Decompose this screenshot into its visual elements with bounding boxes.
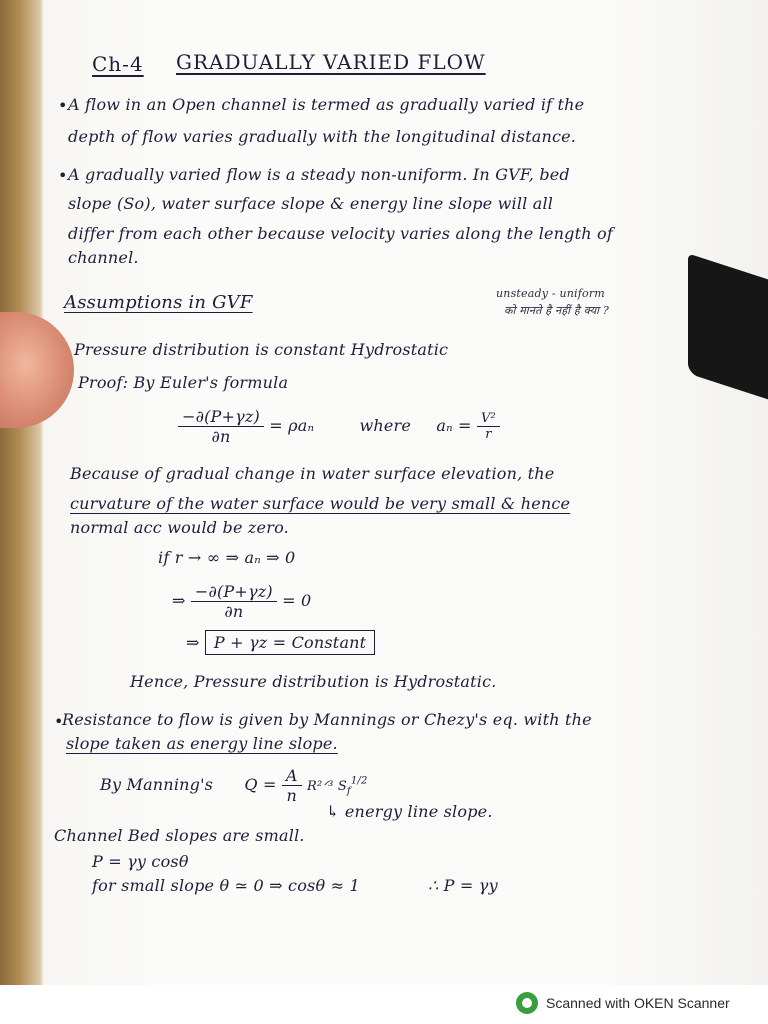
side-note-line-1: unsteady - uniform xyxy=(496,287,605,300)
thumb-shadow xyxy=(0,312,74,428)
because-line-2: curvature of the water surface would be very small & hence xyxy=(70,494,571,513)
scanner-badge xyxy=(516,992,730,1014)
small-slope-line: for small slope θ ≃ 0 ⇒ cosθ ≈ 1 xyxy=(92,876,360,895)
gvf-line-2: slope (So), water surface slope & energy line slope will all xyxy=(68,194,554,213)
proof-label: Proof: By Euler's formula xyxy=(78,373,289,392)
hence-line: Hence, Pressure distribution is Hydrostatic. xyxy=(130,672,497,691)
gvf-line-4: channel. xyxy=(68,248,139,267)
an-label: aₙ = xyxy=(436,416,472,435)
euler-equation xyxy=(178,407,500,446)
side-note-line-2: को मानते है नहीं है क्या ? xyxy=(504,304,609,317)
scanner-label: Scanned with OKEN Scanner xyxy=(546,995,730,1011)
dark-corner-object xyxy=(688,253,768,402)
page-binding-edge xyxy=(0,0,44,985)
an-numerator: V² xyxy=(477,411,500,427)
chapter-number: Ch-4 xyxy=(92,52,144,76)
resistance-line-2: slope taken as energy line slope. xyxy=(66,734,338,753)
manning-sf-sub: f xyxy=(346,786,351,798)
boxed-equation: P + γz = Constant xyxy=(205,630,375,655)
manning-sf-sup: 1/2 xyxy=(350,775,368,787)
euler-rhs: = ρaₙ xyxy=(269,416,315,435)
assumptions-heading: Assumptions in GVF xyxy=(64,292,253,313)
boxed-equation-row xyxy=(186,633,375,652)
euler-numerator: −∂(P+γz) xyxy=(178,407,264,427)
euler-fraction xyxy=(178,407,264,446)
manning-fraction xyxy=(282,766,302,805)
manning-label: By Manning's xyxy=(100,775,214,794)
derivative-equation xyxy=(172,582,311,621)
therefore-line: ∴ P = γy xyxy=(428,876,498,895)
pressure-equation: P = γy cosθ xyxy=(92,852,189,871)
an-denominator: r xyxy=(485,427,492,442)
chapter-title: GRADUALLY VARIED FLOW xyxy=(176,50,486,74)
derivative-rhs: = 0 xyxy=(282,591,312,610)
gvf-line-3: differ from each other because velocity varies along the length of xyxy=(68,224,613,243)
derivative-denominator: ∂n xyxy=(224,602,244,621)
derivative-arrow: ⇒ xyxy=(172,591,186,610)
manning-n: n xyxy=(286,786,298,805)
intro-line-2: depth of flow varies gradually with the longitudinal distance. xyxy=(68,127,577,146)
bullet-2: • xyxy=(58,166,68,185)
because-line-3: normal acc would be zero. xyxy=(70,518,289,537)
manning-equation xyxy=(100,766,368,805)
energy-note: ↳ energy line slope. xyxy=(326,802,493,821)
manning-area: A xyxy=(282,766,302,786)
an-fraction xyxy=(477,411,500,442)
boxed-arrow: ⇒ xyxy=(186,633,200,652)
resistance-line-1: Resistance to flow is given by Mannings or Chezy's eq. with the xyxy=(62,710,592,729)
if-line: if r → ∞ ⇒ aₙ ⇒ 0 xyxy=(158,548,296,567)
manning-r: R²ᐟ³ S xyxy=(306,779,347,794)
intro-line-1: A flow in an Open channel is termed as gradually varied if the xyxy=(68,95,585,114)
because-line-1: Because of gradual change in water surface elevation, the xyxy=(70,464,555,483)
scanner-logo-icon xyxy=(516,992,538,1014)
derivative-fraction xyxy=(191,582,277,621)
euler-where: where xyxy=(359,416,412,435)
derivative-numerator: −∂(P+γz) xyxy=(191,582,277,602)
manning-q: Q = xyxy=(244,775,277,794)
bullet-1: • xyxy=(58,96,68,115)
euler-denominator: ∂n xyxy=(211,427,231,446)
gvf-line-1: A gradually varied flow is a steady non-uniform. In GVF, bed xyxy=(68,165,570,184)
bed-slopes-line: Channel Bed slopes are small. xyxy=(54,826,305,845)
assumption-1: Pressure distribution is constant Hydrostatic xyxy=(74,340,449,359)
bullet-3: • xyxy=(54,712,64,731)
